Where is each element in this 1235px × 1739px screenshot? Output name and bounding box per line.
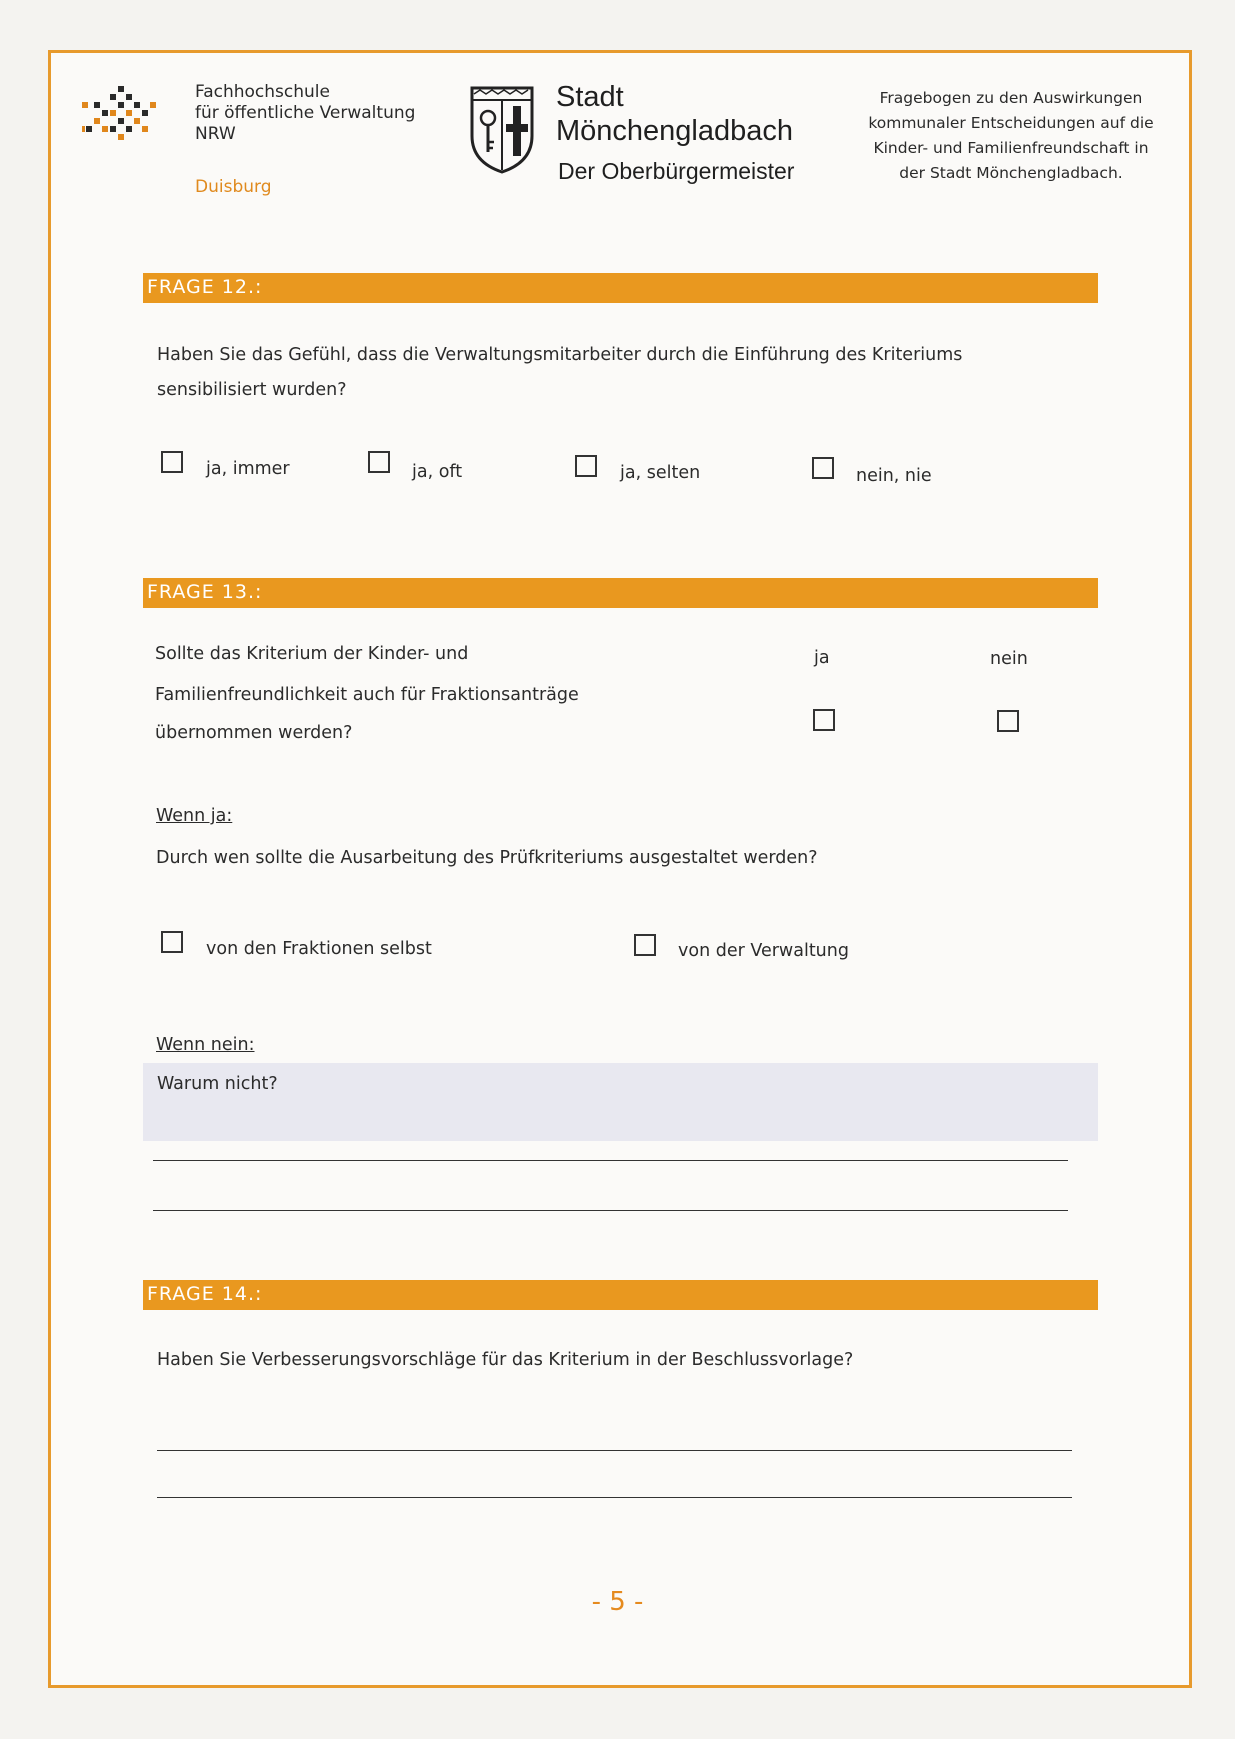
question-12-text-line1: Haben Sie das Gefühl, dass die Verwaltungsmitarbeiter durch die Einführung des Kriteriums	[157, 345, 963, 365]
checkbox-fraktionsantraege-ja[interactable]	[813, 709, 835, 731]
question-14-header	[143, 1280, 1098, 1310]
question-13-label: FRAGE 13.:	[147, 581, 263, 603]
fh-name	[195, 82, 415, 145]
column-label-nein: nein	[990, 649, 1028, 669]
question-12-header	[143, 273, 1098, 303]
option-label-nein-nie: nein, nie	[856, 466, 932, 486]
checkbox-ja-immer[interactable]	[161, 451, 183, 473]
doc-title-line1: Fragebogen zu den Auswirkungen	[879, 89, 1143, 107]
question-13-text-line3: übernommen werden?	[155, 723, 353, 743]
answer-line-warum-2[interactable]	[153, 1210, 1068, 1211]
if-no-question: Warum nicht?	[157, 1074, 278, 1094]
doc-title-line3: Kinder- und Familienfreundschaft in	[873, 139, 1149, 157]
checkbox-von-den-fraktionen[interactable]	[161, 931, 183, 953]
question-13-header	[143, 578, 1098, 608]
city-subtitle: Der Oberbürgermeister	[558, 158, 795, 184]
answer-line-vorschlaege-2[interactable]	[157, 1497, 1072, 1498]
option-label-ja-oft: ja, oft	[412, 462, 463, 482]
checkbox-von-der-verwaltung[interactable]	[634, 934, 656, 956]
city-name	[556, 80, 793, 148]
city-name-line2: Mönchengladbach	[556, 115, 794, 147]
if-no-label: Wenn nein:	[156, 1035, 255, 1055]
fh-name-line3: NRW	[195, 124, 236, 144]
page-number: - 5 -	[591, 1587, 644, 1617]
checkbox-fraktionsantraege-nein[interactable]	[997, 710, 1019, 732]
if-yes-question: Durch wen sollte die Ausarbeitung des Prüfkriteriums ausgestaltet werden?	[156, 848, 818, 868]
fh-name-line2: für öffentliche Verwaltung	[195, 103, 416, 123]
question-14-text: Haben Sie Verbesserungsvorschläge für das Kriterium in der Beschlussvorlage?	[157, 1350, 854, 1370]
document-title	[850, 86, 1172, 186]
option-label-ja-selten: ja, selten	[620, 463, 701, 483]
checkbox-nein-nie[interactable]	[812, 457, 834, 479]
scan-shade	[143, 1063, 1098, 1141]
answer-line-vorschlaege-1[interactable]	[157, 1450, 1072, 1451]
column-label-ja: ja	[814, 648, 830, 668]
option-label-ja-immer: ja, immer	[206, 459, 290, 479]
fh-logo	[82, 86, 156, 144]
doc-title-line4: der Stadt Mönchengladbach.	[899, 164, 1123, 182]
question-14-label: FRAGE 14.:	[147, 1283, 263, 1305]
fh-name-line1: Fachhochschule	[195, 82, 330, 102]
question-12-text-line2: sensibilisiert wurden?	[157, 380, 347, 400]
question-13-text-line1: Sollte das Kriterium der Kinder- und	[155, 644, 469, 664]
checkbox-ja-oft[interactable]	[368, 451, 390, 473]
checkbox-ja-selten[interactable]	[575, 455, 597, 477]
doc-title-line2: kommunaler Entscheidungen auf die	[868, 114, 1154, 132]
question-12-label: FRAGE 12.:	[147, 276, 263, 298]
city-crest-icon	[468, 84, 536, 174]
option-label-von-den-fraktionen: von den Fraktionen selbst	[206, 939, 432, 959]
city-name-line1: Stadt	[556, 81, 624, 113]
if-yes-label: Wenn ja:	[156, 806, 233, 826]
option-label-von-der-verwaltung: von der Verwaltung	[678, 941, 849, 961]
fh-city: Duisburg	[195, 177, 272, 197]
question-13-text-line2: Familienfreundlichkeit auch für Fraktionsanträge	[155, 685, 579, 705]
answer-line-warum-1[interactable]	[153, 1160, 1068, 1161]
